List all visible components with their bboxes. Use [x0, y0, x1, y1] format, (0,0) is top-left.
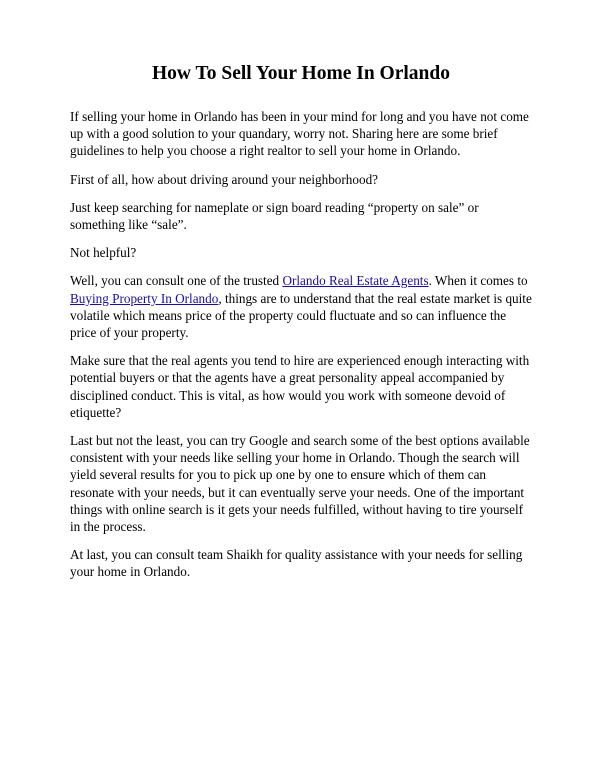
paragraph-google-search: Last but not the least, you can try Google and search some of the best options available consistent with your needs like selling your home in Orlando. Though the search will yield several results for you to pick up one by one to ensure which of them can resonate with your needs, but it can eventually serve your needs. One of the important things with online search is it gets your needs fulfilled, without having to tire yourself in the process.: [70, 433, 530, 535]
paragraph-intro: If selling your home in Orlando has been in your mind for long and you have not come up with a good solution to your quandary, worry not. Sharing here are some brief guidelines to help you choose a right realtor to sell your home in Orlando.: [70, 109, 529, 159]
agents-text-a: Well, you can consult one of the trusted: [70, 273, 283, 289]
page-title: How To Sell Your Home In Orlando: [152, 63, 450, 84]
buying-property-in-orlando-link[interactable]: Buying Property In Orlando: [70, 290, 219, 306]
agents-text-b: . When it comes to: [428, 273, 528, 289]
paragraph-not-helpful: Not helpful?: [70, 245, 137, 261]
paragraph-team-shaikh: At last, you can consult team Shaikh for quality assistance with your needs for selling your home in Orlando.: [70, 547, 523, 580]
agents-text-c: , things are to understand that the real estate market is quite volatile which means price of the property could fluctuate and so can influence the price of your property.: [70, 290, 532, 341]
orlando-real-estate-agents-link[interactable]: Orlando Real Estate Agents: [282, 273, 429, 289]
paragraph-make-sure: Make sure that the real agents you tend to hire are experienced enough interacting with potential buyers or that the agents have a great personality appeal accompanied by disciplined conduct. This is vital, as how would you work with someone devoid of etiquette?: [70, 353, 530, 420]
paragraph-signboard: Just keep searching for nameplate or sign board reading “property on sale” or something like “sale”.: [70, 199, 479, 233]
paragraph-agents: [70, 272, 532, 341]
paragraph-neighborhood: First of all, how about driving around your neighborhood?: [70, 171, 379, 187]
